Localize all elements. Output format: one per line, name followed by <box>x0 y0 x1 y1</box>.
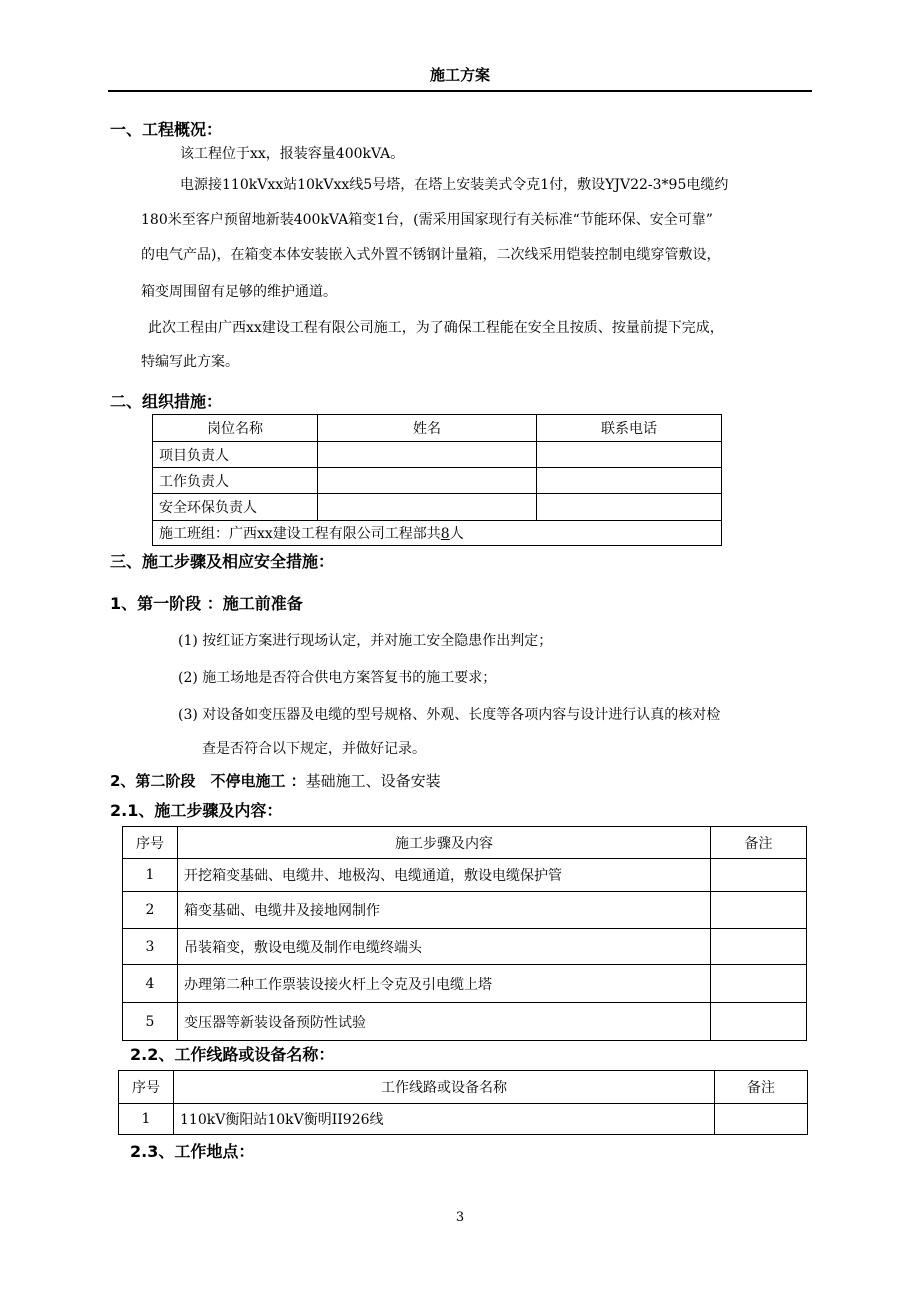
stage2-heading <box>110 771 441 791</box>
header-title: 施工方案 <box>429 66 490 84</box>
org-col-name: 姓名 <box>318 415 537 442</box>
org-cell-phone <box>537 468 722 494</box>
steps-cell-no: 4 <box>123 965 178 1003</box>
stage1-item3: (3) 对设备如变压器及电缆的型号规格、外观、长度等各项内容与设计进行认真的核对检 <box>178 707 721 723</box>
steps-cell-remark <box>711 965 807 1003</box>
org-cell-position: 工作负责人 <box>153 468 318 494</box>
org-cell-name <box>318 494 537 521</box>
stage2-heading-normal: 基础施工、设备安装 <box>305 772 441 790</box>
line-col-no: 序号 <box>119 1071 174 1104</box>
steps-cell-no: 2 <box>123 892 178 929</box>
org-team-cell <box>153 521 722 546</box>
line-row <box>119 1104 808 1135</box>
steps-cell-no: 5 <box>123 1003 178 1041</box>
stage1-heading: 1、第一阶段 ：施工前准备 <box>110 594 303 613</box>
section3-heading: 三、施工步骤及相应安全措施： <box>110 552 335 571</box>
team-prefix: 施工班组：广西xx建设工程有限公司工程部共 <box>159 526 441 542</box>
steps-cell-content: 吊装箱变，敷设电缆及制作电缆终端头 <box>178 929 711 965</box>
steps-col-no: 序号 <box>123 827 178 859</box>
section1-para1: 该工程位于xx，报装容量400kVA。 <box>180 146 405 162</box>
steps-col-remark: 备注 <box>711 827 807 859</box>
org-cell-position: 安全环保负责人 <box>153 494 318 521</box>
team-count: 8 <box>440 526 450 542</box>
s23-heading: 2.3、工作地点： <box>130 1142 255 1161</box>
section2-heading: 二、组织措施： <box>110 392 223 411</box>
org-col-phone: 联系电话 <box>537 415 722 442</box>
s22-heading: 2.2、工作线路或设备名称： <box>130 1045 335 1064</box>
section1-para3-line1: 此次工程由广西xx建设工程有限公司施工，为了确保工程能在安全且按质、按量前提下完成， <box>148 320 724 336</box>
s21-heading: 2.1、施工步骤及内容： <box>110 801 283 820</box>
steps-cell-content: 箱变基础、电缆井及接地网制作 <box>178 892 711 929</box>
page-header <box>108 64 812 92</box>
steps-cell-content: 变压器等新装设备预防性试验 <box>178 1003 711 1041</box>
line-col-remark: 备注 <box>715 1071 808 1104</box>
line-col-name: 工作线路或设备名称 <box>174 1071 715 1104</box>
section1-para2-line2: 180米至客户预留地新装400kVA箱变1台，(需采用国家现行有关标准“节能环保、安全可靠” <box>141 212 713 228</box>
steps-cell-content: 开挖箱变基础、电缆井、地极沟、电缆通道，敷设电缆保护管 <box>178 859 711 892</box>
org-table-row <box>153 442 722 468</box>
steps-cell-content: 办理第二种工作票装设接火杆上令克及引电缆上塔 <box>178 965 711 1003</box>
org-table-row <box>153 468 722 494</box>
line-cell-remark <box>715 1104 808 1135</box>
org-cell-phone <box>537 442 722 468</box>
line-cell-no: 1 <box>119 1104 174 1135</box>
section1-para2-line3: 的电气产品)，在箱变本体安装嵌入式外置不锈钢计量箱，二次线采用铠装控制电缆穿管敷设， <box>141 247 721 263</box>
stage1-item3-cont: 查是否符合以下规定，并做好记录。 <box>202 741 426 757</box>
section1-heading: 一、工程概况： <box>110 120 223 139</box>
steps-table <box>122 826 807 1041</box>
org-cell-name <box>318 442 537 468</box>
line-table <box>118 1070 808 1135</box>
steps-cell-remark <box>711 859 807 892</box>
org-team-row <box>153 521 722 546</box>
section1-para2-line1: 电源接110kVxx站10kVxx线5号塔，在塔上安装美式令克1付，敷设YJV22-3*95电缆约 <box>180 177 729 193</box>
steps-row <box>123 965 807 1003</box>
org-cell-position: 项目负责人 <box>153 442 318 468</box>
steps-cell-remark <box>711 929 807 965</box>
org-table-row <box>153 494 722 521</box>
stage1-item1: (1) 按红证方案进行现场认定，并对施工安全隐患作出判定； <box>178 633 553 649</box>
steps-cell-remark <box>711 1003 807 1041</box>
section1-para2-line4: 箱变周围留有足够的维护通道。 <box>141 284 337 300</box>
org-table <box>152 414 722 546</box>
steps-cell-no: 3 <box>123 929 178 965</box>
org-table-header-row <box>153 415 722 442</box>
team-suffix: 人 <box>449 526 464 542</box>
steps-row <box>123 929 807 965</box>
org-cell-name <box>318 468 537 494</box>
steps-row <box>123 859 807 892</box>
steps-col-content: 施工步骤及内容 <box>178 827 711 859</box>
stage2-heading-bold: 2、第二阶段 不停电施工 ： <box>110 772 306 790</box>
org-cell-phone <box>537 494 722 521</box>
steps-header-row <box>123 827 807 859</box>
steps-cell-remark <box>711 892 807 929</box>
line-header-row <box>119 1071 808 1104</box>
stage1-item2: (2) 施工场地是否符合供电方案答复书的施工要求； <box>178 670 497 686</box>
steps-cell-no: 1 <box>123 859 178 892</box>
org-col-position: 岗位名称 <box>153 415 318 442</box>
line-cell-name: 110kV衡阳站10kV衡明II926线 <box>174 1104 715 1135</box>
steps-row <box>123 1003 807 1041</box>
steps-row <box>123 892 807 929</box>
page-number: 3 <box>455 1210 465 1225</box>
section1-para3-line2: 特编写此方案。 <box>141 354 239 370</box>
